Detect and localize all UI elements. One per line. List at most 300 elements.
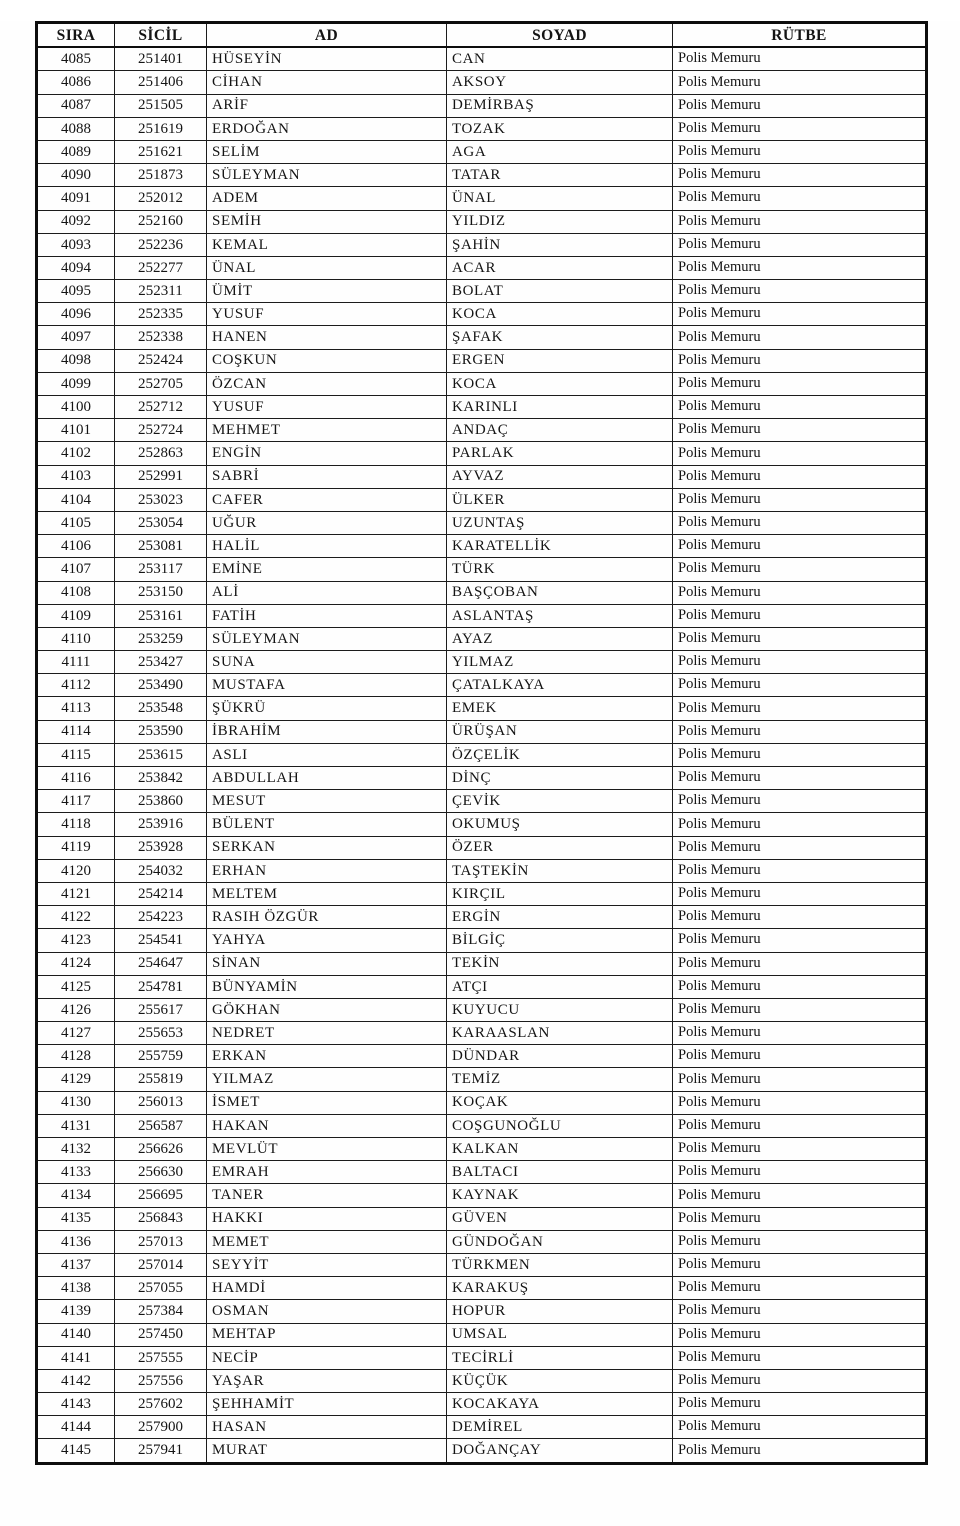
sira-cell: 4111 <box>37 651 115 674</box>
sira-cell: 4086 <box>37 71 115 94</box>
ad-cell: ABDULLAH <box>207 767 447 790</box>
soyad-cell: BİLGİÇ <box>447 929 673 952</box>
ad-cell: HALİL <box>207 535 447 558</box>
ad-cell: BÜNYAMİN <box>207 975 447 998</box>
ad-cell: NEDRET <box>207 1022 447 1045</box>
sira-cell: 4115 <box>37 743 115 766</box>
soyad-cell: KUYUCU <box>447 998 673 1021</box>
table-row <box>37 47 927 71</box>
ad-cell: ERDOĞAN <box>207 117 447 140</box>
header-ad: AD <box>207 23 447 48</box>
rutbe-cell: Polis Memuru <box>673 280 927 303</box>
ad-cell: ÜMİT <box>207 280 447 303</box>
sicil-cell: 252311 <box>115 280 207 303</box>
table-row <box>37 697 927 720</box>
rutbe-cell: Polis Memuru <box>673 998 927 1021</box>
rutbe-cell: Polis Memuru <box>673 836 927 859</box>
table-row <box>37 558 927 581</box>
table-row <box>37 140 927 163</box>
sicil-cell: 251621 <box>115 140 207 163</box>
sicil-cell: 257556 <box>115 1369 207 1392</box>
sira-cell: 4107 <box>37 558 115 581</box>
header-row <box>37 23 927 48</box>
rutbe-cell: Polis Memuru <box>673 1022 927 1045</box>
rutbe-cell: Polis Memuru <box>673 1300 927 1323</box>
soyad-cell: BOLAT <box>447 280 673 303</box>
soyad-cell: PARLAK <box>447 442 673 465</box>
sicil-cell: 257450 <box>115 1323 207 1346</box>
sira-cell: 4104 <box>37 488 115 511</box>
sira-cell: 4099 <box>37 372 115 395</box>
sicil-cell: 257384 <box>115 1300 207 1323</box>
table-row <box>37 372 927 395</box>
rutbe-cell: Polis Memuru <box>673 813 927 836</box>
table-row <box>37 488 927 511</box>
sicil-cell: 253916 <box>115 813 207 836</box>
table-row <box>37 998 927 1021</box>
rutbe-cell: Polis Memuru <box>673 1114 927 1137</box>
header-rutbe: RÜTBE <box>673 23 927 48</box>
table-row <box>37 326 927 349</box>
sira-cell: 4088 <box>37 117 115 140</box>
rutbe-cell: Polis Memuru <box>673 326 927 349</box>
table-row <box>37 1300 927 1323</box>
table-row <box>37 280 927 303</box>
table-row <box>37 1323 927 1346</box>
table-row <box>37 952 927 975</box>
sira-cell: 4125 <box>37 975 115 998</box>
ad-cell: NECİP <box>207 1346 447 1369</box>
table-row <box>37 1207 927 1230</box>
ad-cell: BÜLENT <box>207 813 447 836</box>
sicil-cell: 256843 <box>115 1207 207 1230</box>
sira-cell: 4145 <box>37 1439 115 1463</box>
rutbe-cell: Polis Memuru <box>673 233 927 256</box>
sira-cell: 4093 <box>37 233 115 256</box>
rutbe-cell: Polis Memuru <box>673 767 927 790</box>
soyad-cell: YILMAZ <box>447 651 673 674</box>
sira-cell: 4120 <box>37 859 115 882</box>
ad-cell: RASIH ÖZGÜR <box>207 906 447 929</box>
soyad-cell: BALTACI <box>447 1161 673 1184</box>
table-row <box>37 94 927 117</box>
table-row <box>37 71 927 94</box>
ad-cell: SİNAN <box>207 952 447 975</box>
soyad-cell: KÜÇÜK <box>447 1369 673 1392</box>
sira-cell: 4090 <box>37 164 115 187</box>
soyad-cell: KARATELLİK <box>447 535 673 558</box>
table-row <box>37 581 927 604</box>
rutbe-cell: Polis Memuru <box>673 581 927 604</box>
table-row <box>37 1022 927 1045</box>
sira-cell: 4116 <box>37 767 115 790</box>
rutbe-cell: Polis Memuru <box>673 674 927 697</box>
sira-cell: 4103 <box>37 465 115 488</box>
sira-cell: 4089 <box>37 140 115 163</box>
soyad-cell: ÜRÜŞAN <box>447 720 673 743</box>
sira-cell: 4133 <box>37 1161 115 1184</box>
table-row <box>37 1138 927 1161</box>
sira-cell: 4126 <box>37 998 115 1021</box>
soyad-cell: TÜRK <box>447 558 673 581</box>
table-row <box>37 1439 927 1463</box>
ad-cell: ADEM <box>207 187 447 210</box>
ad-cell: MELTEM <box>207 882 447 905</box>
rutbe-cell: Polis Memuru <box>673 975 927 998</box>
rutbe-cell: Polis Memuru <box>673 442 927 465</box>
ad-cell: İSMET <box>207 1091 447 1114</box>
rutbe-cell: Polis Memuru <box>673 349 927 372</box>
rutbe-cell: Polis Memuru <box>673 906 927 929</box>
sira-cell: 4087 <box>37 94 115 117</box>
table-row <box>37 465 927 488</box>
table-row <box>37 210 927 233</box>
sicil-cell: 256695 <box>115 1184 207 1207</box>
rutbe-cell: Polis Memuru <box>673 952 927 975</box>
ad-cell: HASAN <box>207 1416 447 1439</box>
header-sira: SIRA <box>37 23 115 48</box>
soyad-cell: KALKAN <box>447 1138 673 1161</box>
ad-cell: ALİ <box>207 581 447 604</box>
sicil-cell: 254214 <box>115 882 207 905</box>
sira-cell: 4095 <box>37 280 115 303</box>
rutbe-cell: Polis Memuru <box>673 1393 927 1416</box>
sicil-cell: 252338 <box>115 326 207 349</box>
table-row <box>37 674 927 697</box>
rutbe-cell: Polis Memuru <box>673 720 927 743</box>
sira-cell: 4091 <box>37 187 115 210</box>
scanned-document-page <box>0 21 960 1526</box>
ad-cell: HAMDİ <box>207 1277 447 1300</box>
ad-cell: MEMET <box>207 1230 447 1253</box>
soyad-cell: ÇATALKAYA <box>447 674 673 697</box>
sicil-cell: 251505 <box>115 94 207 117</box>
sira-cell: 4092 <box>37 210 115 233</box>
rutbe-cell: Polis Memuru <box>673 697 927 720</box>
soyad-cell: ŞAHİN <box>447 233 673 256</box>
sira-cell: 4135 <box>37 1207 115 1230</box>
table-row <box>37 535 927 558</box>
sicil-cell: 257555 <box>115 1346 207 1369</box>
ad-cell: YUSUF <box>207 303 447 326</box>
sicil-cell: 253117 <box>115 558 207 581</box>
soyad-cell: AKSOY <box>447 71 673 94</box>
rutbe-cell: Polis Memuru <box>673 1346 927 1369</box>
ad-cell: YAŞAR <box>207 1369 447 1392</box>
soyad-cell: DEMİRBAŞ <box>447 94 673 117</box>
rutbe-cell: Polis Memuru <box>673 1416 927 1439</box>
soyad-cell: YILDIZ <box>447 210 673 233</box>
sicil-cell: 253590 <box>115 720 207 743</box>
table-row <box>37 627 927 650</box>
sicil-cell: 253548 <box>115 697 207 720</box>
ad-cell: ENGİN <box>207 442 447 465</box>
sira-cell: 4143 <box>37 1393 115 1416</box>
table-row <box>37 187 927 210</box>
soyad-cell: DÜNDAR <box>447 1045 673 1068</box>
ad-cell: ŞEHHAMİT <box>207 1393 447 1416</box>
sicil-cell: 257055 <box>115 1277 207 1300</box>
sicil-cell: 254223 <box>115 906 207 929</box>
ad-cell: SEMİH <box>207 210 447 233</box>
ad-cell: GÖKHAN <box>207 998 447 1021</box>
sira-cell: 4101 <box>37 419 115 442</box>
sicil-cell: 253259 <box>115 627 207 650</box>
sicil-cell: 252012 <box>115 187 207 210</box>
ad-cell: MEVLÜT <box>207 1138 447 1161</box>
sicil-cell: 252335 <box>115 303 207 326</box>
table-row <box>37 1393 927 1416</box>
soyad-cell: TOZAK <box>447 117 673 140</box>
rutbe-cell: Polis Memuru <box>673 396 927 419</box>
ad-cell: ÖZCAN <box>207 372 447 395</box>
rutbe-cell: Polis Memuru <box>673 1068 927 1091</box>
sira-cell: 4106 <box>37 535 115 558</box>
table-row <box>37 1184 927 1207</box>
sira-cell: 4121 <box>37 882 115 905</box>
table-row <box>37 1161 927 1184</box>
sira-cell: 4122 <box>37 906 115 929</box>
table-row <box>37 1091 927 1114</box>
soyad-cell: TÜRKMEN <box>447 1253 673 1276</box>
ad-cell: SERKAN <box>207 836 447 859</box>
header-sicil: SİCİL <box>115 23 207 48</box>
sira-cell: 4141 <box>37 1346 115 1369</box>
ad-cell: UĞUR <box>207 511 447 534</box>
sira-cell: 4137 <box>37 1253 115 1276</box>
sira-cell: 4130 <box>37 1091 115 1114</box>
rutbe-cell: Polis Memuru <box>673 117 927 140</box>
soyad-cell: TEMİZ <box>447 1068 673 1091</box>
table-row <box>37 975 927 998</box>
rutbe-cell: Polis Memuru <box>673 790 927 813</box>
sicil-cell: 252724 <box>115 419 207 442</box>
rutbe-cell: Polis Memuru <box>673 929 927 952</box>
sira-cell: 4124 <box>37 952 115 975</box>
rutbe-cell: Polis Memuru <box>673 303 927 326</box>
table-row <box>37 1369 927 1392</box>
soyad-cell: ERGEN <box>447 349 673 372</box>
rutbe-cell: Polis Memuru <box>673 535 927 558</box>
ad-cell: MEHMET <box>207 419 447 442</box>
sira-cell: 4114 <box>37 720 115 743</box>
soyad-cell: KOCA <box>447 303 673 326</box>
sicil-cell: 255819 <box>115 1068 207 1091</box>
ad-cell: ASLI <box>207 743 447 766</box>
table-row <box>37 790 927 813</box>
table-row <box>37 511 927 534</box>
soyad-cell: ÖZER <box>447 836 673 859</box>
soyad-cell: ERGİN <box>447 906 673 929</box>
table-header <box>37 23 927 48</box>
soyad-cell: EMEK <box>447 697 673 720</box>
sicil-cell: 257900 <box>115 1416 207 1439</box>
ad-cell: KEMAL <box>207 233 447 256</box>
rutbe-cell: Polis Memuru <box>673 1138 927 1161</box>
table-row <box>37 651 927 674</box>
ad-cell: CAFER <box>207 488 447 511</box>
sicil-cell: 253150 <box>115 581 207 604</box>
ad-cell: ARİF <box>207 94 447 117</box>
rutbe-cell: Polis Memuru <box>673 604 927 627</box>
rutbe-cell: Polis Memuru <box>673 164 927 187</box>
rutbe-cell: Polis Memuru <box>673 1230 927 1253</box>
sicil-cell: 252160 <box>115 210 207 233</box>
table-row <box>37 929 927 952</box>
soyad-cell: AGA <box>447 140 673 163</box>
sira-cell: 4112 <box>37 674 115 697</box>
sira-cell: 4134 <box>37 1184 115 1207</box>
sira-cell: 4132 <box>37 1138 115 1161</box>
ad-cell: YILMAZ <box>207 1068 447 1091</box>
rutbe-cell: Polis Memuru <box>673 627 927 650</box>
rutbe-cell: Polis Memuru <box>673 1323 927 1346</box>
sicil-cell: 254032 <box>115 859 207 882</box>
sira-cell: 4119 <box>37 836 115 859</box>
sicil-cell: 254647 <box>115 952 207 975</box>
sira-cell: 4098 <box>37 349 115 372</box>
sira-cell: 4123 <box>37 929 115 952</box>
ad-cell: ERHAN <box>207 859 447 882</box>
soyad-cell: UMSAL <box>447 1323 673 1346</box>
soyad-cell: DOĞANÇAY <box>447 1439 673 1463</box>
sira-cell: 4138 <box>37 1277 115 1300</box>
table-row <box>37 349 927 372</box>
sira-cell: 4128 <box>37 1045 115 1068</box>
sira-cell: 4109 <box>37 604 115 627</box>
table-row <box>37 1045 927 1068</box>
rutbe-cell: Polis Memuru <box>673 210 927 233</box>
soyad-cell: TAŞTEKİN <box>447 859 673 882</box>
ad-cell: EMİNE <box>207 558 447 581</box>
sira-cell: 4100 <box>37 396 115 419</box>
sicil-cell: 252991 <box>115 465 207 488</box>
sira-cell: 4139 <box>37 1300 115 1323</box>
ad-cell: SÜLEYMAN <box>207 164 447 187</box>
table-row <box>37 859 927 882</box>
rutbe-cell: Polis Memuru <box>673 71 927 94</box>
table-row <box>37 882 927 905</box>
rutbe-cell: Polis Memuru <box>673 419 927 442</box>
table-row <box>37 1346 927 1369</box>
table-row <box>37 813 927 836</box>
ad-cell: OSMAN <box>207 1300 447 1323</box>
ad-cell: ERKAN <box>207 1045 447 1068</box>
sicil-cell: 253928 <box>115 836 207 859</box>
soyad-cell: OKUMUŞ <box>447 813 673 836</box>
sira-cell: 4113 <box>37 697 115 720</box>
rutbe-cell: Polis Memuru <box>673 465 927 488</box>
rutbe-cell: Polis Memuru <box>673 1184 927 1207</box>
rutbe-cell: Polis Memuru <box>673 651 927 674</box>
sicil-cell: 256626 <box>115 1138 207 1161</box>
sira-cell: 4094 <box>37 256 115 279</box>
rutbe-cell: Polis Memuru <box>673 1277 927 1300</box>
rutbe-cell: Polis Memuru <box>673 256 927 279</box>
soyad-cell: ÜLKER <box>447 488 673 511</box>
rutbe-cell: Polis Memuru <box>673 1439 927 1463</box>
ad-cell: YUSUF <box>207 396 447 419</box>
soyad-cell: ÖZÇELİK <box>447 743 673 766</box>
sicil-cell: 253023 <box>115 488 207 511</box>
sicil-cell: 257013 <box>115 1230 207 1253</box>
rutbe-cell: Polis Memuru <box>673 1253 927 1276</box>
table-row <box>37 906 927 929</box>
rutbe-cell: Polis Memuru <box>673 140 927 163</box>
soyad-cell: GÜVEN <box>447 1207 673 1230</box>
sicil-cell: 253615 <box>115 743 207 766</box>
soyad-cell: KARAASLAN <box>447 1022 673 1045</box>
table-row <box>37 1253 927 1276</box>
ad-cell: MEHTAP <box>207 1323 447 1346</box>
soyad-cell: KOCAKAYA <box>447 1393 673 1416</box>
ad-cell: HANEN <box>207 326 447 349</box>
sicil-cell: 257014 <box>115 1253 207 1276</box>
ad-cell: CİHAN <box>207 71 447 94</box>
table-row <box>37 767 927 790</box>
rutbe-cell: Polis Memuru <box>673 1161 927 1184</box>
soyad-cell: COŞGUNOĞLU <box>447 1114 673 1137</box>
rutbe-cell: Polis Memuru <box>673 859 927 882</box>
rutbe-cell: Polis Memuru <box>673 511 927 534</box>
sicil-cell: 252277 <box>115 256 207 279</box>
soyad-cell: GÜNDOĞAN <box>447 1230 673 1253</box>
table-row <box>37 1068 927 1091</box>
sira-cell: 4140 <box>37 1323 115 1346</box>
sicil-cell: 253161 <box>115 604 207 627</box>
soyad-cell: BAŞÇOBAN <box>447 581 673 604</box>
rutbe-cell: Polis Memuru <box>673 47 927 71</box>
sicil-cell: 252236 <box>115 233 207 256</box>
sicil-cell: 254781 <box>115 975 207 998</box>
soyad-cell: TATAR <box>447 164 673 187</box>
sira-cell: 4117 <box>37 790 115 813</box>
sira-cell: 4102 <box>37 442 115 465</box>
rutbe-cell: Polis Memuru <box>673 882 927 905</box>
soyad-cell: CAN <box>447 47 673 71</box>
ad-cell: COŞKUN <box>207 349 447 372</box>
header-soyad: SOYAD <box>447 23 673 48</box>
ad-cell: ŞÜKRÜ <box>207 697 447 720</box>
sicil-cell: 252705 <box>115 372 207 395</box>
sicil-cell: 253054 <box>115 511 207 534</box>
ad-cell: MESUT <box>207 790 447 813</box>
rutbe-cell: Polis Memuru <box>673 1369 927 1392</box>
sicil-cell: 255617 <box>115 998 207 1021</box>
table-row <box>37 233 927 256</box>
table-row <box>37 1416 927 1439</box>
sicil-cell: 252712 <box>115 396 207 419</box>
soyad-cell: ACAR <box>447 256 673 279</box>
sira-cell: 4118 <box>37 813 115 836</box>
sicil-cell: 255653 <box>115 1022 207 1045</box>
sira-cell: 4108 <box>37 581 115 604</box>
rutbe-cell: Polis Memuru <box>673 372 927 395</box>
sira-cell: 4127 <box>37 1022 115 1045</box>
soyad-cell: KIRÇIL <box>447 882 673 905</box>
ad-cell: SABRİ <box>207 465 447 488</box>
ad-cell: HÜSEYİN <box>207 47 447 71</box>
sira-cell: 4144 <box>37 1416 115 1439</box>
sira-cell: 4085 <box>37 47 115 71</box>
rutbe-cell: Polis Memuru <box>673 743 927 766</box>
soyad-cell: AYAZ <box>447 627 673 650</box>
sicil-cell: 253842 <box>115 767 207 790</box>
table-row <box>37 419 927 442</box>
ad-cell: TANER <box>207 1184 447 1207</box>
soyad-cell: KAYNAK <box>447 1184 673 1207</box>
soyad-cell: ÜNAL <box>447 187 673 210</box>
